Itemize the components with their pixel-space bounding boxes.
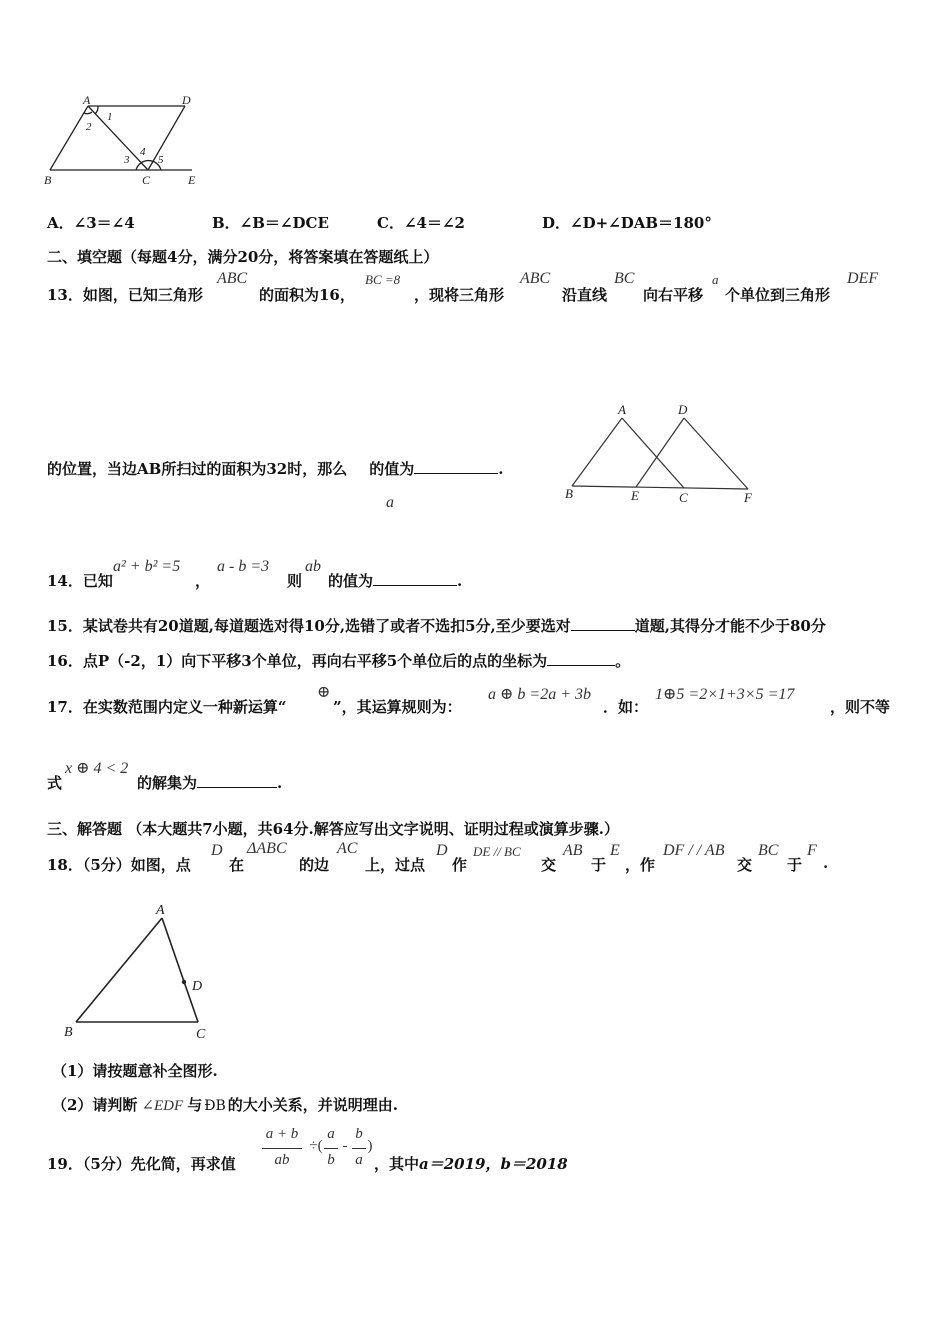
label-a: A [83, 93, 91, 107]
q18-figure [58, 900, 218, 1042]
math-ab: ab [305, 558, 321, 575]
q18-text: 于 [591, 856, 607, 874]
label-f: F [744, 490, 752, 505]
q19-expression [260, 1126, 380, 1174]
answer-blank[interactable] [414, 461, 498, 474]
fraction-numerator: b [355, 1126, 363, 1142]
label-a: A [618, 402, 626, 417]
arc-a2 [84, 112, 92, 114]
label-e: E [188, 173, 196, 187]
q18-text: 的边 [299, 856, 330, 874]
math-eq1: a² + b² =5 [113, 558, 181, 575]
q14-text: 14．已知 [47, 572, 113, 590]
value-b: b＝2018 [500, 1155, 568, 1173]
math-bc: BC [758, 842, 779, 859]
q12-option-b: B．∠B＝∠DCE [212, 214, 329, 232]
section2-heading: 二、填空题（每题4分，满分20分，将答案填在答题纸上） [47, 248, 439, 266]
math-ac: AC [337, 840, 358, 857]
math-df-parallel-ab: DF / / AB [663, 842, 725, 859]
q13-figure [560, 398, 760, 510]
divide-paren: ÷( [309, 1138, 323, 1154]
math-angle-edf: ∠EDF [141, 1098, 184, 1114]
seg-ab [572, 418, 622, 486]
q15-text: 道题,其得分才能不少于80分 [634, 617, 826, 635]
seg-ab [76, 918, 162, 1022]
fraction-denominator: ab [274, 1152, 290, 1168]
q13-text: 的面积为16， [259, 286, 355, 304]
math-angle-b: ÐB [204, 1098, 226, 1114]
q18-text: 于 [787, 856, 803, 874]
q19-text: ，其中 [374, 1155, 420, 1173]
q18-text: 的大小关系，并说明理由. [227, 1096, 399, 1114]
math-inequality: x ⊕ 4 < 2 [65, 760, 129, 777]
q18-text: 作 [452, 856, 468, 874]
math-bc8: BC =8 [365, 272, 401, 287]
q17-text: ．如： [603, 698, 649, 716]
label-c: C [679, 490, 688, 505]
q19-values [374, 1153, 568, 1174]
math-rule: a ⊕ b =2a + 3b [488, 686, 591, 703]
label-4: 4 [140, 146, 146, 158]
q15-line [47, 615, 826, 636]
q18-text: 交 [541, 856, 557, 874]
answer-blank[interactable] [197, 775, 277, 788]
math-de-parallel-bc: DE // BC [473, 844, 521, 859]
close-paren: ) [367, 1138, 373, 1154]
math-f: F [807, 842, 817, 859]
label-5: 5 [158, 154, 164, 166]
q18-text: （2）请判断 [52, 1096, 138, 1114]
q18-sub1: （1）请按题意补全图形. [52, 1062, 218, 1080]
q18-text: 交 [737, 856, 753, 874]
fraction-bar [352, 1148, 366, 1149]
math-oplus: ⊕ [317, 684, 331, 701]
label-b: B [565, 486, 573, 501]
label-3: 3 [124, 154, 130, 166]
answer-blank[interactable] [547, 653, 615, 666]
q13-text: 沿直线 [562, 286, 608, 304]
q18-text: ，作 [625, 856, 656, 874]
q16-text: 。 [615, 652, 631, 670]
q13-text: 的位置，当边AB所扫过的面积为32时，那么 [47, 460, 348, 478]
label-d: D [192, 979, 203, 994]
seg-df [684, 418, 748, 489]
label-d: D [678, 402, 688, 417]
q14-text: ， [195, 572, 211, 590]
seg-dc [148, 106, 185, 170]
fraction-numerator: a [327, 1126, 335, 1142]
q12-option-d: D．∠D+∠DAB＝180° [542, 214, 712, 232]
seg-ac [88, 106, 148, 170]
math-eq2: a - b =3 [217, 558, 270, 575]
seg-de [636, 418, 684, 487]
math-e: E [610, 842, 620, 859]
q13-text: 13．如图，已知三角形 [47, 286, 203, 304]
q18-sub2 [52, 1094, 398, 1115]
q18-text: . [823, 854, 829, 872]
label-a: A [156, 903, 165, 918]
q18-text: 上，过点 [365, 856, 426, 874]
q13-text: ，现将三角形 [414, 286, 505, 304]
q13-text: 向右平移 [643, 286, 704, 304]
minus-sign: - [342, 1138, 348, 1154]
math-abc: ABC [520, 270, 551, 287]
q16-text: 16．点P（-2，1）向下平移3个单位，再向右平移5个单位后的点的坐标为 [47, 652, 548, 670]
label-b: B [44, 173, 52, 187]
answer-blank[interactable] [373, 573, 457, 586]
fraction-denominator: a [355, 1152, 363, 1168]
math-a: a [712, 272, 719, 287]
math-abc: ABC [217, 270, 248, 287]
arc-a [95, 106, 98, 114]
math-example: 1⊕5 =2×1+3×5 =17 [655, 686, 795, 703]
label-e: E [631, 488, 639, 503]
q12-figure [40, 92, 210, 188]
q18-text: 与 [187, 1096, 203, 1114]
answer-blank[interactable] [571, 618, 635, 631]
q14-text: 的值为 [328, 572, 374, 590]
q14-text: 则 [287, 572, 303, 590]
label-d: D [182, 93, 191, 107]
q15-text: 15．某试卷共有20道题,每道题选对得10分,选错了或者不选扣5分,至少要选对 [47, 617, 571, 635]
q12-option-c: C．∠4＝∠2 [377, 214, 465, 232]
q13-text: 的值为 [369, 460, 415, 478]
q17-text: 17．在实数范围内定义一种新运算“ [47, 698, 287, 716]
q18-text: 18．（5分）如图，点 [47, 856, 191, 874]
q13-var-a: a [386, 494, 394, 511]
fraction-bar [324, 1148, 338, 1149]
label-2: 2 [86, 121, 92, 133]
math-bc: BC [614, 270, 635, 287]
q13-text: 个单位到三角形 [725, 286, 831, 304]
math-d: D [436, 842, 448, 859]
q19-line: 19．（5分）先化简，再求值 [47, 1155, 236, 1173]
q17-text: ，则不等 [830, 698, 891, 716]
fraction-denominator: b [327, 1152, 335, 1168]
q17-text: 的解集为 [137, 774, 198, 792]
label-c: C [142, 173, 151, 187]
q17-text: ”，其运算规则为： [333, 698, 462, 716]
section3-heading: 三、解答题 （本大题共7小题，共64分.解答应写出文字说明、证明过程或演算步骤.） [47, 820, 619, 838]
q13-text: . [498, 460, 504, 478]
seg-bf [572, 486, 748, 489]
math-triangle: ΔABC [247, 840, 287, 857]
q14-text: . [457, 572, 463, 590]
seg-ac [162, 918, 198, 1022]
value-a: a＝2019， [419, 1155, 501, 1173]
math-d: D [211, 842, 223, 859]
label-1: 1 [107, 111, 113, 123]
fraction-bar [262, 1148, 302, 1149]
seg-ab [50, 106, 88, 170]
label-c: C [196, 1027, 206, 1042]
math-ab: AB [563, 842, 583, 859]
fraction-numerator: a + b [265, 1126, 299, 1142]
q12-option-a: A．∠3＝∠4 [47, 214, 135, 232]
point-d [182, 980, 186, 984]
q17-text: 式 [47, 774, 63, 792]
q18-text: 在 [229, 856, 245, 874]
seg-ac [622, 418, 684, 488]
math-def: DEF [847, 270, 879, 287]
label-b: B [64, 1025, 73, 1040]
q17-text: . [277, 774, 283, 792]
q16-line [47, 650, 630, 671]
q13-line2 [47, 458, 503, 479]
